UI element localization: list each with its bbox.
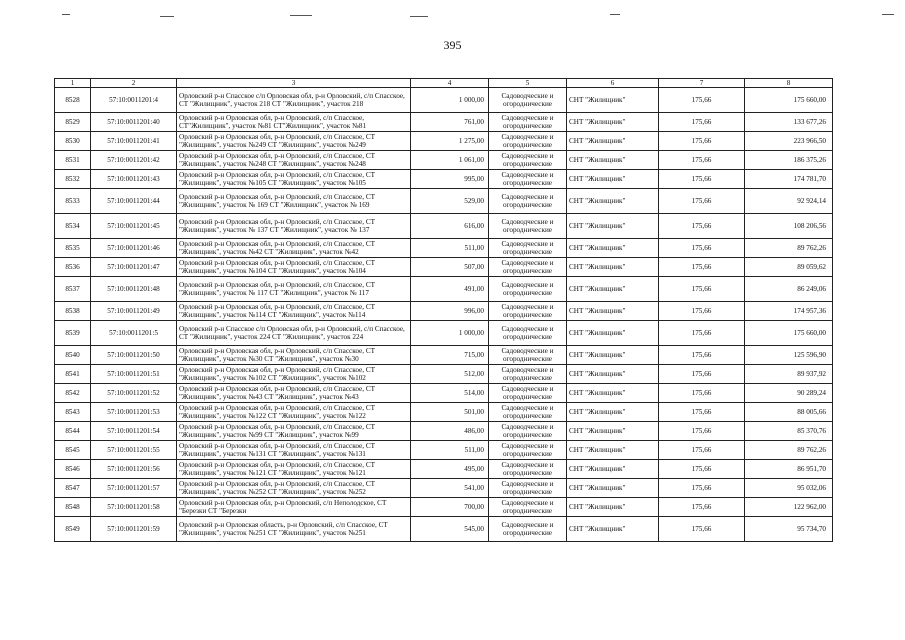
table-row [55,132,833,151]
cadastral-value-cell: 86 951,70 [745,460,833,479]
organization-cell: СНТ "Жилищник" [567,113,659,132]
cadastral-value-cell: 174 957,36 [745,302,833,321]
area-cell: 1 061,00 [411,151,489,170]
page-number: 395 [443,38,462,52]
scan-speck [410,16,428,17]
row-number-cell: 8529 [55,113,91,132]
table-row [55,113,833,132]
table-row [55,277,833,302]
row-number-cell: 8541 [55,365,91,384]
row-number-cell: 8531 [55,151,91,170]
cadastral-value-cell: 175 660,00 [745,88,833,113]
rate-cell: 175,66 [659,365,745,384]
rate-cell: 175,66 [659,441,745,460]
address-cell: Орловский р-н Орловская обл, р-н Орловский, с/п Спасское, СТ "Жилищник", участок №248 СТ "Жилищник", участок №248 [177,151,411,170]
cadastral-number-cell: 57:10:0011201:5 [91,321,177,346]
cadastral-number-cell: 57:10:0011201:43 [91,170,177,189]
address-cell: Орловский р-н Орловская обл, р-н Орловский, с/п Спасское, СТ "Жилищник", участок №43 СТ "Жилищник", участок №43 [177,384,411,403]
rate-cell: 175,66 [659,302,745,321]
land-use-cell: Садоводческие и огороднические [489,88,567,113]
land-use-cell: Садоводческие и огороднические [489,346,567,365]
cadastral-value-cell: 125 596,90 [745,346,833,365]
address-cell: Орловский р-н Орловская обл, р-н Орловский, с/п Спасское, СТ "Жилищник", участок №249 СТ "Жилищник", участок №249 [177,132,411,151]
table-row [55,239,833,258]
table-row [55,384,833,403]
rate-cell: 175,66 [659,346,745,365]
table-row [55,460,833,479]
land-use-cell: Садоводческие и огороднические [489,258,567,277]
row-number-cell: 8539 [55,321,91,346]
row-number-cell: 8546 [55,460,91,479]
table-row [55,403,833,422]
land-use-cell: Садоводческие и огороднические [489,441,567,460]
address-cell: Орловский р-н Орловская обл, р-н Орловский, с/п Спасское, СТ "Жилищник", участок №105 СТ "Жилищник", участок №105 [177,170,411,189]
row-number-cell: 8540 [55,346,91,365]
land-use-cell: Садоводческие и огороднические [489,170,567,189]
organization-cell: СНТ "Жилищник" [567,365,659,384]
address-cell: Орловский р-н Орловская обл, р-н Орловский, с/п Спасское, СТ "Жилищник", участок №42 СТ "Жилищник", участок №42 [177,239,411,258]
land-use-cell: Садоводческие и огороднические [489,498,567,517]
organization-cell: СНТ "Жилищник" [567,384,659,403]
scan-speck [610,14,620,15]
organization-cell: СНТ "Жилищник" [567,460,659,479]
cadastral-number-cell: 57:10:0011201:56 [91,460,177,479]
address-cell: Орловский р-н Орловская обл, р-н Орловский, с/п Спасское, СТ "Жилищник", участок №104 СТ "Жилищник", участок №104 [177,258,411,277]
row-number-cell: 8543 [55,403,91,422]
address-cell: Орловский р-н Орловская обл, р-н Орловский, с/п Спасское, СТ "Жилищник", участок № 169 СТ "Жилищник", участок № 169 [177,189,411,214]
address-cell: Орловский р-н Орловская обл, р-н Орловский, с/п Спасское, СТ "Жилищник", участок №121 СТ "Жилищник", участок №121 [177,460,411,479]
row-number-cell: 8545 [55,441,91,460]
address-cell: Орловский р-н Орловская обл, р-н Орловский, с/п Спасское, СТ "Жилищник", участок №99 СТ "Жилищник", участок №99 [177,422,411,441]
organization-cell: СНТ "Жилищник" [567,214,659,239]
cadastral-value-cell: 89 059,62 [745,258,833,277]
table-row [55,346,833,365]
table-row [55,498,833,517]
organization-cell: СНТ "Жилищник" [567,403,659,422]
organization-cell: СНТ "Жилищник" [567,88,659,113]
cadastral-value-cell: 108 206,56 [745,214,833,239]
cadastral-value-cell: 133 677,26 [745,113,833,132]
area-cell: 1 000,00 [411,88,489,113]
table-row [55,365,833,384]
cadastral-value-cell: 89 762,26 [745,441,833,460]
column-header-1: 1 [55,79,91,88]
land-use-cell: Садоводческие и огороднические [489,321,567,346]
cadastral-value-cell: 223 966,50 [745,132,833,151]
area-cell: 700,00 [411,498,489,517]
area-cell: 1 275,00 [411,132,489,151]
organization-cell: СНТ "Жилищник" [567,258,659,277]
address-cell: Орловский р-н Орловская обл, р-н Орловский, с/п Спасское, СТ "Жилищник", участок №114 СТ "Жилищник", участок №114 [177,302,411,321]
row-number-cell: 8533 [55,189,91,214]
area-cell: 715,00 [411,346,489,365]
table-row [55,151,833,170]
organization-cell: СНТ "Жилищник" [567,302,659,321]
address-cell: Орловский р-н Орловская обл, р-н Орловский, с/п Спасское, СТ "Жилищник", участок № 137 СТ "Жилищник", участок № 137 [177,214,411,239]
column-header-3: 3 [177,79,411,88]
area-cell: 511,00 [411,441,489,460]
address-cell: Орловский р-н Спасское с/п Орловская обл, р-н Орловский, с/п Спасское, СТ "Жилищник", участок 224 СТ "Жилищник", участок 224 [177,321,411,346]
cadastral-value-cell: 95 734,70 [745,517,833,542]
area-cell: 507,00 [411,258,489,277]
cadastral-value-cell: 89 937,92 [745,365,833,384]
area-cell: 495,00 [411,460,489,479]
area-cell: 491,00 [411,277,489,302]
cadastral-number-cell: 57:10:0011201:51 [91,365,177,384]
area-cell: 486,00 [411,422,489,441]
address-cell: Орловский р-н Орловская обл, р-н Орловский, с/п Неполодское, СТ "Березки СТ "Березки [177,498,411,517]
column-header-6: 6 [567,79,659,88]
organization-cell: СНТ "Жилищник" [567,346,659,365]
cadastral-number-cell: 57:10:0011201:53 [91,403,177,422]
scan-speck [160,16,174,17]
area-cell: 541,00 [411,479,489,498]
cadastral-number-cell: 57:10:0011201:57 [91,479,177,498]
table-row [55,517,833,542]
address-cell: Орловский р-н Орловская область, р-н Орловский, с/п Спасское, СТ "Жилищник", участок №251 СТ "Жилищник", участок №251 [177,517,411,542]
row-number-cell: 8530 [55,132,91,151]
table-row [55,479,833,498]
address-cell: Орловский р-н Орловская обл, р-н Орловский, с/п Спасское, СТ "Жилищник", участок №122 СТ "Жилищник", участок №122 [177,403,411,422]
organization-cell: СНТ "Жилищник" [567,321,659,346]
row-number-cell: 8547 [55,479,91,498]
organization-cell: СНТ "Жилищник" [567,239,659,258]
row-number-cell: 8534 [55,214,91,239]
cadastral-value-cell: 88 005,66 [745,403,833,422]
cadastral-value-cell: 85 370,76 [745,422,833,441]
area-cell: 545,00 [411,517,489,542]
area-cell: 761,00 [411,113,489,132]
table-row [55,88,833,113]
table-row [55,214,833,239]
scan-speck [882,14,894,15]
organization-cell: СНТ "Жилищник" [567,479,659,498]
rate-cell: 175,66 [659,517,745,542]
cadastral-value-cell: 186 375,26 [745,151,833,170]
rate-cell: 175,66 [659,214,745,239]
organization-cell: СНТ "Жилищник" [567,498,659,517]
rate-cell: 175,66 [659,132,745,151]
cadastral-register-table [54,78,833,542]
cadastral-number-cell: 57:10:0011201:42 [91,151,177,170]
header-row [55,79,833,88]
rate-cell: 175,66 [659,498,745,517]
cadastral-value-cell: 86 249,06 [745,277,833,302]
cadastral-value-cell: 89 762,26 [745,239,833,258]
cadastral-number-cell: 57:10:0011201:59 [91,517,177,542]
cadastral-number-cell: 57:10:0011201:58 [91,498,177,517]
area-cell: 529,00 [411,189,489,214]
table-row [55,170,833,189]
land-use-cell: Садоводческие и огороднические [489,302,567,321]
rate-cell: 175,66 [659,479,745,498]
cadastral-number-cell: 57:10:0011201:49 [91,302,177,321]
column-header-4: 4 [411,79,489,88]
rate-cell: 175,66 [659,239,745,258]
land-use-cell: Садоводческие и огороднические [489,113,567,132]
cadastral-number-cell: 57:10:0011201:48 [91,277,177,302]
area-cell: 514,00 [411,384,489,403]
rate-cell: 175,66 [659,460,745,479]
address-cell: Орловский р-н Орловская обл, р-н Орловский, с/п Спасское, СТ "Жилищник", участок №102 СТ "Жилищник", участок №102 [177,365,411,384]
area-cell: 511,00 [411,239,489,258]
rate-cell: 175,66 [659,384,745,403]
cadastral-value-cell: 122 962,00 [745,498,833,517]
land-use-cell: Садоводческие и огороднические [489,214,567,239]
row-number-cell: 8542 [55,384,91,403]
cadastral-number-cell: 57:10:0011201:50 [91,346,177,365]
rate-cell: 175,66 [659,403,745,422]
column-header-5: 5 [489,79,567,88]
scan-speck [290,15,312,16]
area-cell: 616,00 [411,214,489,239]
cadastral-value-cell: 92 924,14 [745,189,833,214]
cadastral-number-cell: 57:10:0011201:54 [91,422,177,441]
area-cell: 512,00 [411,365,489,384]
address-cell: Орловский р-н Орловская обл, р-н Орловский, с/п Спасское, СТ "Жилищник", участок № 117 СТ "Жилищник", участок № 117 [177,277,411,302]
address-cell: Орловский р-н Орловская обл, р-н Орловский, с/п Спасское, СТ "Жилищник", участок №252 СТ "Жилищник", участок №252 [177,479,411,498]
row-number-cell: 8532 [55,170,91,189]
row-number-cell: 8549 [55,517,91,542]
row-number-cell: 8548 [55,498,91,517]
cadastral-number-cell: 57:10:0011201:41 [91,132,177,151]
rate-cell: 175,66 [659,113,745,132]
address-cell: Орловский р-н Орловская обл, р-н Орловский, с/п Спасское, СТ"Жилищник", участок №81 СТ"Жилищник", участок №81 [177,113,411,132]
table-row [55,321,833,346]
organization-cell: СНТ "Жилищник" [567,189,659,214]
column-header-2: 2 [91,79,177,88]
rate-cell: 175,66 [659,258,745,277]
table-row [55,189,833,214]
land-use-cell: Садоводческие и огороднические [489,517,567,542]
land-use-cell: Садоводческие и огороднические [489,365,567,384]
row-number-cell: 8538 [55,302,91,321]
organization-cell: СНТ "Жилищник" [567,441,659,460]
address-cell: Орловский р-н Спасское с/п Орловская обл, р-н Орловский, с/п Спасское, СТ "Жилищник", участок 218 СТ "Жилищник", участок 218 [177,88,411,113]
cadastral-number-cell: 57:10:0011201:52 [91,384,177,403]
address-cell: Орловский р-н Орловская обл, р-н Орловский, с/п Спасское, СТ "Жилищник", участок №131 СТ "Жилищник", участок №131 [177,441,411,460]
land-use-cell: Садоводческие и огороднические [489,239,567,258]
cadastral-value-cell: 174 781,70 [745,170,833,189]
scan-speck [62,14,70,15]
table-row [55,302,833,321]
rate-cell: 175,66 [659,321,745,346]
row-number-cell: 8528 [55,88,91,113]
rate-cell: 175,66 [659,277,745,302]
table-row [55,422,833,441]
land-use-cell: Садоводческие и огороднические [489,189,567,214]
column-header-8: 8 [745,79,833,88]
cadastral-number-cell: 57:10:0011201:4 [91,88,177,113]
land-use-cell: Садоводческие и огороднические [489,132,567,151]
cadastral-value-cell: 175 660,00 [745,321,833,346]
area-cell: 995,00 [411,170,489,189]
cadastral-number-cell: 57:10:0011201:46 [91,239,177,258]
row-number-cell: 8536 [55,258,91,277]
land-use-cell: Садоводческие и огороднические [489,151,567,170]
cadastral-number-cell: 57:10:0011201:44 [91,189,177,214]
cadastral-number-cell: 57:10:0011201:55 [91,441,177,460]
organization-cell: СНТ "Жилищник" [567,517,659,542]
area-cell: 996,00 [411,302,489,321]
rate-cell: 175,66 [659,422,745,441]
cadastral-number-cell: 57:10:0011201:40 [91,113,177,132]
cadastral-number-cell: 57:10:0011201:47 [91,258,177,277]
land-use-cell: Садоводческие и огороднические [489,479,567,498]
cadastral-number-cell: 57:10:0011201:45 [91,214,177,239]
land-use-cell: Садоводческие и огороднические [489,403,567,422]
row-number-cell: 8544 [55,422,91,441]
organization-cell: СНТ "Жилищник" [567,170,659,189]
area-cell: 1 000,00 [411,321,489,346]
organization-cell: СНТ "Жилищник" [567,277,659,302]
organization-cell: СНТ "Жилищник" [567,132,659,151]
land-use-cell: Садоводческие и огороднические [489,422,567,441]
column-header-7: 7 [659,79,745,88]
row-number-cell: 8537 [55,277,91,302]
organization-cell: СНТ "Жилищник" [567,151,659,170]
table-row [55,441,833,460]
rate-cell: 175,66 [659,170,745,189]
cadastral-value-cell: 95 032,06 [745,479,833,498]
area-cell: 501,00 [411,403,489,422]
rate-cell: 175,66 [659,151,745,170]
rate-cell: 175,66 [659,88,745,113]
organization-cell: СНТ "Жилищник" [567,422,659,441]
land-use-cell: Садоводческие и огороднические [489,460,567,479]
row-number-cell: 8535 [55,239,91,258]
table-row [55,258,833,277]
land-use-cell: Садоводческие и огороднические [489,384,567,403]
cadastral-value-cell: 90 289,24 [745,384,833,403]
rate-cell: 175,66 [659,189,745,214]
land-use-cell: Садоводческие и огороднические [489,277,567,302]
address-cell: Орловский р-н Орловская обл, р-н Орловский, с/п Спасское, СТ "Жилищник", участок №30 СТ "Жилищник", участок №30 [177,346,411,365]
